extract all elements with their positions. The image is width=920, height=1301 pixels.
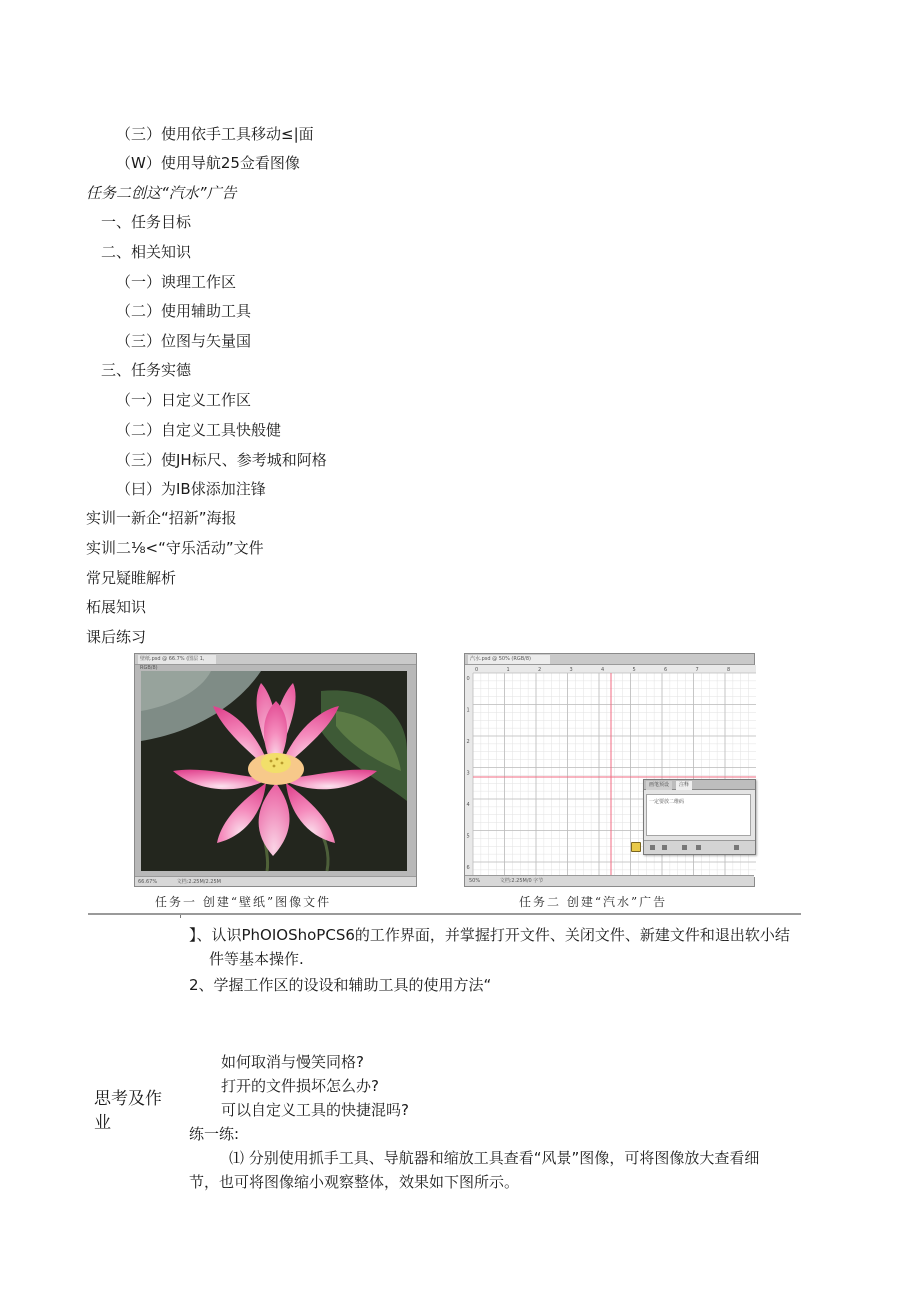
note-marker-icon[interactable] — [631, 842, 641, 852]
document-size: 文档:2.25M/0 字节 — [499, 878, 544, 884]
ruler-tick-label: 6 — [664, 667, 668, 673]
document-size: 文档:2.25M/2.25M — [176, 879, 221, 885]
ruler-tick-label: 1 — [466, 707, 470, 714]
wallpaper-screenshot — [134, 653, 417, 887]
ruler-tick-label: 7 — [695, 667, 699, 673]
outline-item: （一）日定义工作区 — [116, 391, 252, 409]
lotus-image — [141, 671, 407, 871]
ruler-tick-label: 4 — [601, 667, 605, 673]
outline-item: 课后练习 — [86, 628, 147, 646]
outline-item: （一）谀理工作区 — [116, 273, 237, 291]
ruler-tick-label: 5 — [632, 667, 636, 673]
outline-task-heading: 任务二创这“汽水”广告 — [86, 184, 237, 202]
note-index-icon — [682, 845, 687, 850]
notes-panel — [643, 779, 756, 855]
ruler-tick-label: 0 — [466, 676, 470, 682]
outline-item: 一、任务目标 — [101, 213, 192, 231]
ruler-tick-label: 2 — [466, 739, 470, 745]
status-bar — [135, 876, 416, 886]
next-note-icon[interactable] — [662, 845, 667, 850]
row-label-continued: 业 — [94, 1113, 111, 1133]
outline-item: （三）使用依手工具移动≤|面 — [116, 125, 314, 143]
delete-note-icon[interactable] — [734, 845, 739, 850]
status-bar — [465, 875, 754, 886]
ruler-tick-label: 3 — [569, 667, 573, 673]
document-tab: 汽水.psd @ 50% (RGB/8) — [468, 655, 550, 664]
outline-item: 二、相关知识 — [101, 243, 192, 261]
outline-item: 三、任务实德 — [101, 361, 192, 379]
practice-title: 练一练: — [189, 1125, 240, 1143]
outline-item: （W）使用导航25佥看图像 — [116, 154, 300, 172]
ruler-tick-label: 2 — [538, 667, 542, 673]
question: 可以自定义工具的快捷混吗? — [221, 1101, 409, 1119]
column-divider — [180, 915, 181, 918]
outline-item: （二）自定义工具快般健 — [116, 421, 282, 439]
outline-item: 常兄疑睢解析 — [86, 569, 177, 587]
outline-item: （曰）为IB俅添加注锋 — [116, 480, 266, 498]
table-divider — [88, 913, 801, 915]
soda-ad-screenshot — [464, 653, 755, 887]
outline-item: （三）使JH标尺、参考城和阿格 — [116, 451, 327, 469]
ruler-tick-label: 8 — [727, 667, 731, 673]
document-tabbar — [135, 654, 416, 671]
outline-item: 实训一新企“招新”海报 — [86, 509, 237, 527]
note-count-icon — [696, 845, 701, 850]
goal-1-continued: 件等基本操作. — [209, 950, 304, 968]
tab-brush-presets[interactable]: 画笔预设 — [646, 781, 672, 790]
outline-item: （二）使用辅助工具 — [116, 302, 252, 320]
row-label: 思考及作 — [94, 1089, 162, 1109]
ruler-tick-label: 6 — [466, 865, 470, 871]
outline-item: 柘展知识 — [86, 598, 147, 616]
goal-2: 2、学握工作区的设设和辅助工具的使用方法“ — [189, 976, 492, 994]
question: 如何取消与慢笑同格? — [221, 1053, 364, 1071]
ruler-tick-label: 4 — [466, 802, 470, 808]
zoom-readout: 50% — [469, 878, 481, 884]
note-text[interactable]: 一定要放二维码 — [646, 794, 751, 836]
tab-notes[interactable]: 注释 — [676, 781, 692, 790]
goal-1: 】、认识PhOIOShoPCS6的工作界面，并掌握打开文件、关闭文件、新建文件和退出软小结 — [189, 926, 790, 944]
outline-item: （三）位图与矢量国 — [116, 332, 252, 350]
ruler-tick-label: 3 — [466, 770, 470, 777]
figure-caption-left: 任务一 创建“壁纸”图像文件 — [155, 895, 332, 909]
ruler-tick-label: 1 — [506, 667, 510, 673]
panel-tabs — [644, 780, 755, 790]
zoom-readout: 66.67% — [138, 879, 158, 885]
figure-caption-right: 任务二 创建“汽水”广告 — [519, 895, 668, 909]
ruler-tick-label: 0 — [475, 667, 479, 673]
outline-item: 实训二⅛<“守乐活动”文件 — [86, 539, 264, 557]
practice-item: ⑴ 分别使用抓手工具、导航器和缩放工具查看“风景”图像，可将图像放大查看细 — [229, 1149, 760, 1167]
document-tabbar — [465, 654, 754, 665]
prev-note-icon[interactable] — [650, 845, 655, 850]
practice-item-continued: 节，也可将图像缩小观察整体，效果如下图所示。 — [189, 1173, 520, 1191]
question: 打开的文件损坏怎么办? — [221, 1077, 379, 1095]
grid-canvas — [465, 665, 754, 877]
panel-toolbar — [644, 840, 755, 854]
document-tab: 壁纸.psd @ 66.7% (图层 1, RGB/8) — [138, 655, 216, 664]
ruler-tick-label: 5 — [466, 833, 470, 840]
